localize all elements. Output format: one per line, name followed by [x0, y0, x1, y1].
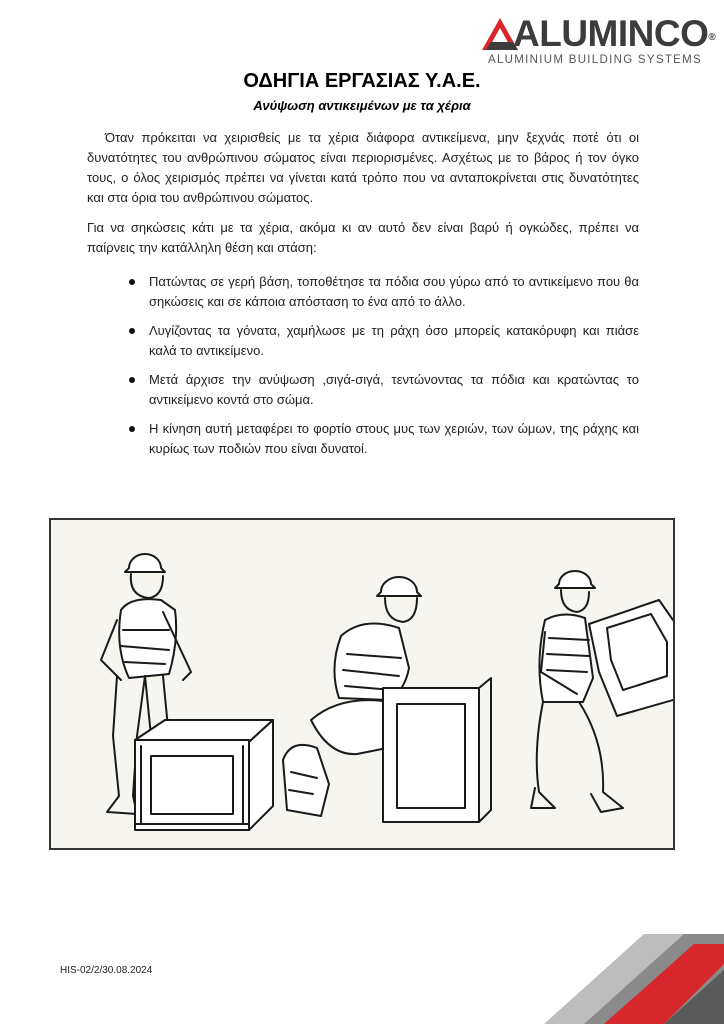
list-item: Μετά άρχισε την ανύψωση ,σιγά-σιγά, τεντώνοντας τα πόδια και κρατώντας το αντικείμενο κοντά στο σώμα. — [149, 370, 639, 410]
logo-wordmark: ALUMINCO® — [513, 13, 716, 54]
intro-paragraph: Όταν πρόκειται να χειρισθείς με τα χέρια διάφορα αντικείμενα, μην ξεχνάς ποτέ ότι οι δυνατότητες του ανθρώπινου σώματος είναι περιορισμένες. Ασχέτως με το βάρος ή τον όγκο τους, ο όλος χειρισμός πρέπει να γίνεται κατά τρόπο που να ανταποκρίνεται στις δυνατότητες και στα όρια του ανθρώπινου σώματος. — [87, 130, 639, 205]
bullet-icon — [129, 328, 135, 334]
posture-paragraph: Για να σηκώσεις κάτι με τα χέρια, ακόμα κι αν αυτό δεν είναι βαρύ ή ογκώδες, πρέπει να παίρνεις την κατάλληλη θέση και στάση: — [87, 220, 639, 255]
bullet-icon — [129, 377, 135, 383]
logo-tagline: ALUMINIUM BUILDING SYSTEMS — [488, 54, 702, 66]
instructions-body — [87, 128, 639, 468]
page-title: ΟΔΗΓΙΑ ΕΡΓΑΣΙΑΣ Υ.Α.Ε. — [243, 70, 481, 92]
instruction-list — [87, 272, 639, 459]
bullet-icon — [129, 279, 135, 285]
worker-carrying-figure — [531, 571, 673, 812]
document-code: HIS-02/2/30.08.2024 — [60, 965, 153, 976]
aluminco-logo — [480, 13, 716, 70]
list-item: Πατώντας σε γερή βάση, τοποθέτησε τα πόδια σου γύρω από το αντικείμενο που θα σηκώσεις και σε κάποια απόσταση το ένα από το άλλο. — [149, 272, 639, 312]
list-item: Η κίνηση αυτή μεταφέρει το φορτίο στους μυς των χεριών, των ώμων, της ράχης και κυρίως των ποδιών που είναι δυνατοί. — [149, 419, 639, 459]
list-item: Λυγίζοντας τα γόνατα, χαμήλωσε με τη ράχη όσο μπορείς κατακόρυφη και πιάσε καλά το αντικείμενο. — [149, 321, 639, 361]
bullet-icon — [129, 426, 135, 432]
lifting-illustration — [49, 518, 675, 850]
corner-decoration — [484, 934, 724, 1024]
page-subtitle: Ανύψωση αντικειμένων με τα χέρια — [253, 98, 471, 113]
crate-icon — [135, 720, 273, 830]
crate-icon — [383, 678, 491, 822]
